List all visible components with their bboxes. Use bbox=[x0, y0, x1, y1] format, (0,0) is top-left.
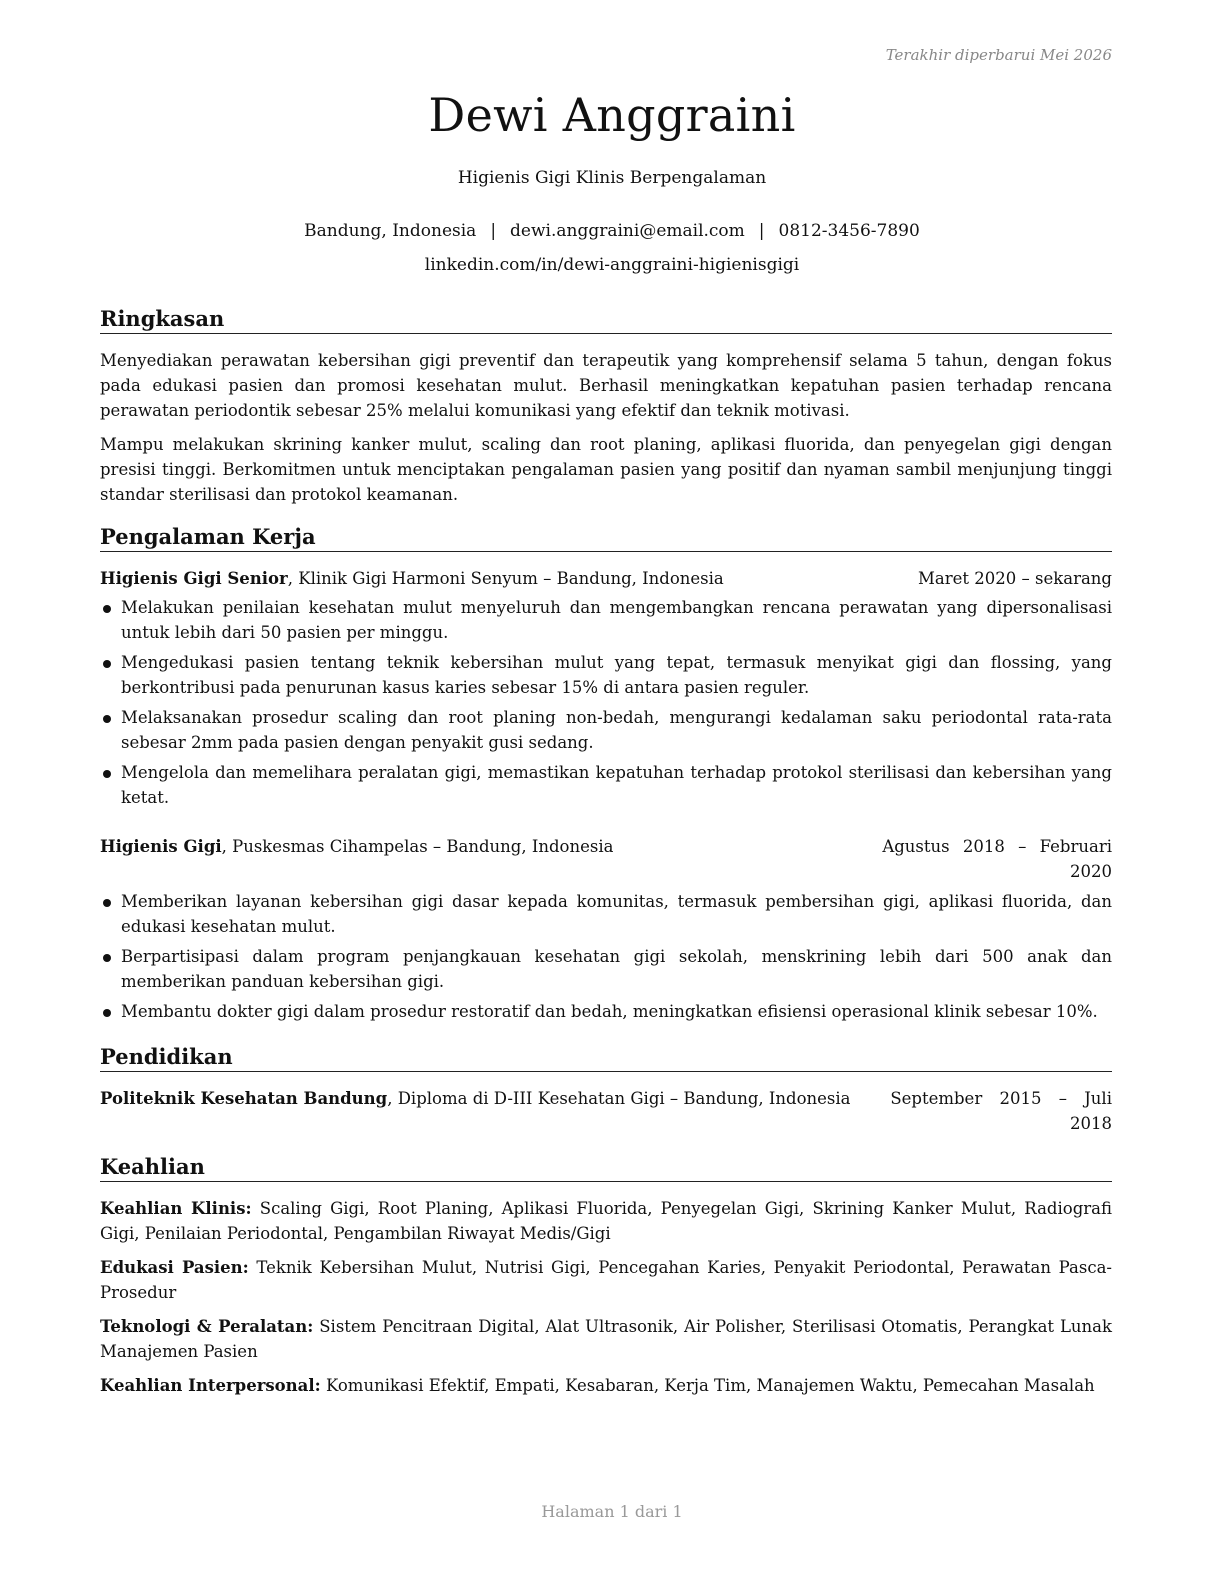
job-role: Higienis Gigi bbox=[100, 837, 222, 856]
job-dates-line: 2020 bbox=[1070, 862, 1112, 881]
list-item: Berpartisipasi dalam program penjangkauan kesehatan gigi sekolah, menskrining lebih dari 500 anak dan memberikan panduan kebersihan gigi. bbox=[100, 944, 1112, 994]
skill-label: Edukasi Pasien: bbox=[100, 1258, 249, 1277]
job-header bbox=[100, 834, 1112, 884]
skill-text: Komunikasi Efektif, Empati, Kesabaran, Kerja Tim, Manajemen Waktu, Pemecahan Masalah bbox=[320, 1376, 1095, 1395]
job-title-line bbox=[100, 834, 613, 859]
job-dates-line: Agustus 2018 – Februari bbox=[882, 837, 1112, 856]
skill-group bbox=[100, 1255, 1112, 1305]
list-item: Mengelola dan memelihara peralatan gigi, memastikan kepatuhan terhadap protokol sterilisasi dan kebersihan yang ketat. bbox=[100, 760, 1112, 810]
skill-group bbox=[100, 1373, 1112, 1398]
skill-label: Keahlian Klinis: bbox=[100, 1199, 252, 1218]
list-item: Mengedukasi pasien tentang teknik kebersihan mulut yang tepat, termasuk menyikat gigi dan flossing, yang berkontribusi pada penurunan kasus karies sebesar 15% di antara pasien reguler. bbox=[100, 650, 1112, 700]
last-updated-note: Terakhir diperbarui Mei 2026 bbox=[885, 46, 1112, 64]
candidate-name: Dewi Anggraini bbox=[428, 88, 796, 142]
education-dates-line: September 2015 – Juli bbox=[890, 1089, 1112, 1108]
page-number: Halaman 1 dari 1 bbox=[541, 1502, 683, 1521]
location: Bandung, Indonesia bbox=[304, 221, 477, 241]
section-title-skills: Keahlian bbox=[100, 1154, 1112, 1182]
linkedin-link[interactable]: linkedin.com/in/dewi-anggraini-higienisgigi bbox=[424, 255, 800, 275]
skill-text: Sistem Pencitraan Digital, Alat Ultrasonik, Air Polisher, Sterilisasi Otomatis, Perangkat Lunak Manajemen Pasien bbox=[100, 1317, 1112, 1361]
education-detail: , Diploma di D-III Kesehatan Gigi – Bandung, Indonesia bbox=[387, 1089, 851, 1108]
skill-group bbox=[100, 1314, 1112, 1364]
summary-paragraph: Mampu melakukan skrining kanker mulut, scaling dan root planing, aplikasi fluorida, dan penyegelan gigi dengan presisi tinggi. Berkomitmen untuk menciptakan pengalaman pasien yang positif dan nyaman sambil menjunjung tinggi standar sterilisasi dan protokol keamanan. bbox=[100, 435, 1112, 504]
email-link[interactable]: dewi.anggraini@email.com bbox=[510, 221, 745, 241]
candidate-tagline: Higienis Gigi Klinis Berpengalaman bbox=[457, 168, 767, 188]
list-item: Memberikan layanan kebersihan gigi dasar kepada komunitas, termasuk pembersihan gigi, aplikasi fluorida, dan edukasi kesehatan mulut. bbox=[100, 889, 1112, 939]
education-dates-line: 2018 bbox=[1070, 1114, 1112, 1133]
job-role: Higienis Gigi Senior bbox=[100, 569, 288, 588]
skill-group bbox=[100, 1196, 1112, 1246]
job-title-line bbox=[100, 566, 724, 591]
job-bullets bbox=[100, 595, 1112, 815]
phone-number: 0812-3456-7890 bbox=[778, 221, 920, 241]
separator: | bbox=[490, 221, 497, 241]
skill-label: Teknologi & Peralatan: bbox=[100, 1317, 314, 1336]
education-dates bbox=[890, 1086, 1112, 1136]
job-dates bbox=[882, 834, 1112, 884]
skill-text: Teknik Kebersihan Mulut, Nutrisi Gigi, Pencegahan Karies, Penyakit Periodontal, Perawatan Pasca-Prosedur bbox=[100, 1258, 1112, 1302]
job-dates: Maret 2020 – sekarang bbox=[918, 569, 1112, 588]
contact-line bbox=[0, 221, 1224, 241]
job-place: , Klinik Gigi Harmoni Senyum – Bandung, Indonesia bbox=[287, 569, 724, 588]
list-item: Melaksanakan prosedur scaling dan root planing non-bedah, mengurangi kedalaman saku periodontal rata-rata sebesar 2mm pada pasien dengan penyakit gusi sedang. bbox=[100, 705, 1112, 755]
separator: | bbox=[758, 221, 765, 241]
list-item: Melakukan penilaian kesehatan mulut menyeluruh dan mengembangkan rencana perawatan yang dipersonalisasi untuk lebih dari 50 pasien per minggu. bbox=[100, 595, 1112, 645]
education-title-line bbox=[100, 1086, 850, 1111]
section-title-education: Pendidikan bbox=[100, 1044, 1112, 1072]
school-name: Politeknik Kesehatan Bandung bbox=[100, 1089, 388, 1108]
job-place: , Puskesmas Cihampelas – Bandung, Indonesia bbox=[221, 837, 614, 856]
job-bullets bbox=[100, 889, 1112, 1029]
list-item: Membantu dokter gigi dalam prosedur restoratif dan bedah, meningkatkan efisiensi operasional klinik sebesar 10%. bbox=[100, 999, 1112, 1024]
skill-label: Keahlian Interpersonal: bbox=[100, 1376, 321, 1395]
education-entry bbox=[100, 1086, 1112, 1136]
skill-text: Scaling Gigi, Root Planing, Aplikasi Fluorida, Penyegelan Gigi, Skrining Kanker Mulut, Radiografi Gigi, Penilaian Periodontal, Pengambilan Riwayat Medis/Gigi bbox=[100, 1199, 1112, 1243]
section-title-summary: Ringkasan bbox=[100, 306, 1112, 334]
section-title-experience: Pengalaman Kerja bbox=[100, 524, 1112, 552]
summary-paragraph: Menyediakan perawatan kebersihan gigi preventif dan terapeutik yang komprehensif selama 5 tahun, dengan fokus pada edukasi pasien dan promosi kesehatan mulut. Berhasil meningkatkan kepatuhan pasien terhadap rencana perawatan periodontik sebesar 25% melalui komunikasi yang efektif dan teknik motivasi. bbox=[100, 351, 1112, 420]
